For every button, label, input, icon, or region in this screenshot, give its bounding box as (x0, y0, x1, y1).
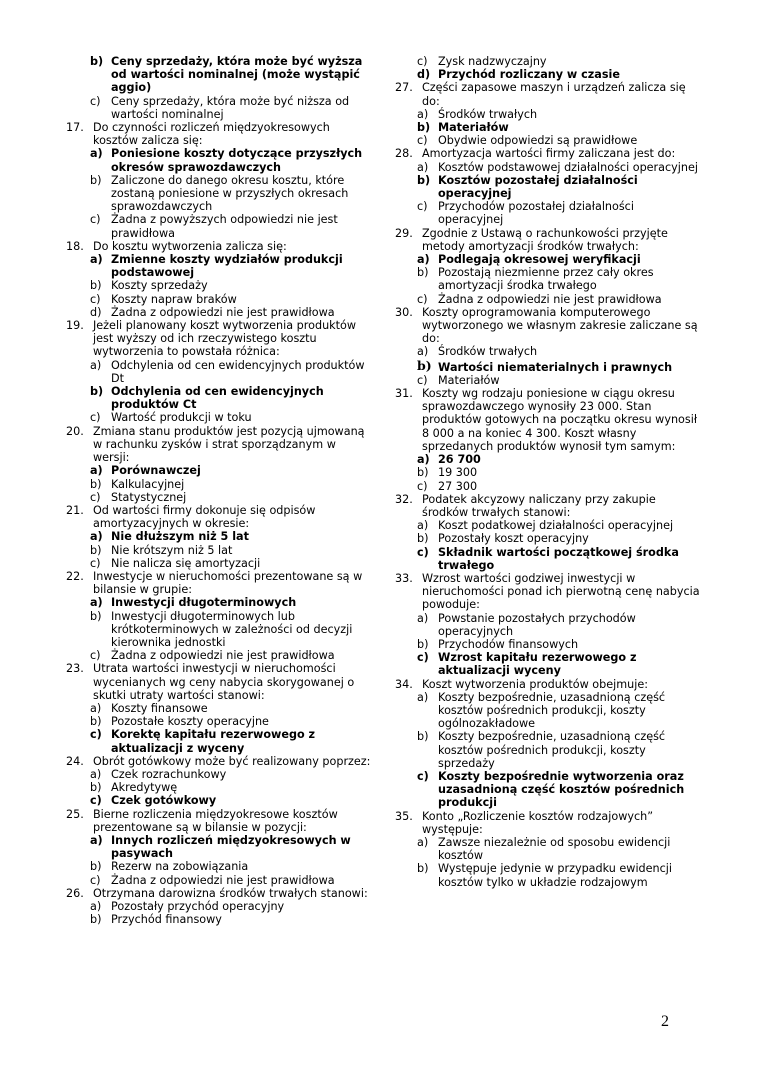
option-text: Odchylenia od cen ewidencyjnych produktów Ct (111, 385, 324, 412)
option-letter: b) (90, 715, 102, 729)
question-number: 25. (66, 807, 84, 821)
option (90, 213, 372, 239)
option-list (417, 612, 700, 678)
option-text: Ceny sprzedaży, która może być wyższa od wartości nominalnej (może wystąpić aggio) (111, 55, 363, 95)
question (66, 808, 372, 834)
option (90, 768, 372, 781)
option-correct (417, 546, 700, 572)
option-text: Nie nalicza się amortyzacji (111, 556, 261, 570)
option-letter: c) (90, 292, 101, 306)
option-text: Statystycznej (111, 490, 187, 504)
question-number: 17. (66, 121, 84, 135)
option-text: Porównawczej (111, 464, 201, 478)
question-number: 18. (66, 239, 84, 253)
option-text: Pozostały przychód operacyjny (111, 900, 285, 913)
option-list (417, 691, 700, 810)
option (417, 108, 700, 121)
question (395, 810, 700, 836)
question-number: 33. (395, 571, 413, 585)
option-letter: c) (90, 213, 101, 227)
option (417, 55, 700, 68)
question-text: Wzrost wartości godziwej inwestycji w nieruchomości ponad ich pierwotną cenę nabycia powoduje: (422, 571, 700, 612)
question-text: Do kosztu wytworzenia zalicza się: (93, 239, 287, 253)
option (417, 161, 700, 174)
option-letter: b) (417, 121, 431, 135)
option (417, 345, 700, 358)
option-letter: c) (417, 200, 428, 214)
option (90, 781, 372, 794)
option-list (90, 359, 372, 425)
question-list (66, 121, 372, 926)
continued-options (90, 55, 372, 121)
option (417, 612, 700, 638)
option-letter: b) (90, 781, 102, 795)
option-list (417, 253, 700, 306)
option-text: Czek rozrachunkowy (111, 767, 227, 781)
question (66, 121, 372, 147)
left-column (66, 55, 372, 926)
option-letter: b) (417, 532, 429, 546)
option-text: Żadna z odpowiedzi nie jest prawidłowa (111, 873, 335, 887)
option-letter: c) (90, 873, 101, 887)
question-text: Od wartości firmy dokonuje się odpisów amortyzacyjnych w okresie: (93, 503, 316, 531)
option-letter: a) (90, 767, 102, 781)
option-text: Kosztów pozostałej działalności operacyjnej (438, 173, 638, 201)
option-letter: c) (417, 479, 428, 493)
option-text: Koszty sprzedaży (111, 279, 208, 293)
question-text: Części zapasowe maszyn i urządzeń zalicza się do: (422, 81, 686, 108)
question (66, 662, 372, 702)
option-letter: c) (90, 649, 101, 663)
option-correct (417, 453, 700, 466)
question-number: 35. (395, 809, 413, 823)
question-number: 24. (66, 754, 84, 768)
option-text: Zysk nadzwyczajny (438, 55, 547, 68)
option (90, 95, 372, 121)
option-correct (90, 530, 372, 543)
question-number: 22. (66, 569, 84, 583)
option-text: Zawsze niezależnie od sposobu ewidencji kosztów (438, 835, 671, 863)
option-letter: a) (417, 453, 430, 467)
option-list (417, 836, 700, 889)
question-text: Koszt wytworzenia produktów obejmuje: (422, 677, 648, 691)
question (66, 570, 372, 596)
question (395, 678, 700, 691)
option-text: Poniesione koszty dotyczące przyszłych okresów sprawozdawczych (111, 147, 363, 174)
option-correct (417, 651, 700, 677)
question (395, 306, 700, 346)
option-text: Pozostają niezmienne przez cały okres amortyzacji środka trwałego (438, 266, 654, 293)
option-text: Nie dłuższym niż 5 lat (111, 530, 249, 544)
option (90, 900, 372, 913)
option-list (90, 464, 372, 504)
question-number: 29. (395, 226, 413, 240)
question (395, 387, 700, 453)
option-list (90, 253, 372, 319)
option-letter: b) (90, 609, 102, 623)
option-text: Akredytywę (111, 781, 178, 795)
option-letter: a) (417, 107, 429, 121)
option (417, 266, 700, 292)
option (90, 411, 372, 424)
option (417, 638, 700, 651)
option-text: Występuje jedynie w przypadku ewidencji kosztów tylko w układzie rodzajowym (438, 862, 672, 889)
option-letter: c) (417, 292, 428, 306)
option-text: Żadna z powyższych odpowiedzi nie jest prawidłowa (111, 213, 338, 240)
option-letter: c) (417, 769, 429, 783)
option-text: Koszty bezpośrednie wytworzenia oraz uzasadnioną część kosztów pośrednich produkcji (438, 769, 685, 810)
option-list (90, 530, 372, 570)
option-letter: c) (90, 728, 102, 742)
option-text: Korektę kapitału rezerwowego z aktualizacji z wyceny (111, 728, 316, 755)
option-text: Koszty finansowe (111, 701, 208, 715)
option-letter: a) (90, 596, 103, 610)
option-correct (417, 121, 700, 134)
question-number: 31. (395, 387, 413, 401)
option-letter: c) (90, 556, 101, 570)
option-text: Powstanie pozostałych przychodów operacyjnych (438, 611, 636, 638)
question (395, 572, 700, 612)
option-text: Koszty napraw braków (111, 292, 237, 306)
question-text: Koszty wg rodzaju poniesione w ciągu okresu sprawozdawczego wynosiły 23 000. Stan produktów gotowych na początku okresu wynosił 8 000 a na koniec 4 300. Koszt własny sprzedanych produktów wynosił tym samym: (422, 387, 698, 453)
page-number: 2 (661, 1013, 669, 1030)
option-text: Przychód finansowy (111, 913, 222, 927)
option (417, 480, 700, 493)
option-correct (90, 596, 372, 609)
option (417, 836, 700, 862)
option-text: Wartości niematerialnych i prawnych (438, 360, 673, 374)
question-number: 28. (395, 147, 413, 161)
question (395, 81, 700, 107)
option-correct (90, 834, 372, 860)
option-text: Inwestycji długoterminowych lub krótkoterminowych w zależności od decyzji kierownika jednostki (111, 609, 353, 649)
question-number: 30. (395, 305, 413, 319)
question (395, 147, 700, 160)
option-correct (90, 147, 372, 173)
option-text: Pozostały koszt operacyjny (438, 532, 589, 546)
option-correct (90, 464, 372, 477)
option-text: Innych rozliczeń międzyokresowych w pasywach (111, 833, 351, 861)
option-letter: b) (417, 357, 432, 373)
option-correct (90, 385, 372, 411)
option-letter: b) (417, 266, 429, 280)
option (90, 860, 372, 873)
option-text: Czek gotówkowy (111, 794, 217, 808)
question (66, 755, 372, 768)
option-letter: a) (417, 519, 429, 533)
option (90, 279, 372, 292)
option (417, 374, 700, 387)
option-letter: c) (90, 490, 101, 504)
option-letter: b) (90, 860, 102, 874)
option (90, 306, 372, 319)
question-text: Obrót gotówkowy może być realizowany poprzez: (93, 754, 371, 768)
question-text: Inwestycje w nieruchomości prezentowane są w bilansie w grupie: (93, 569, 363, 597)
option-list (417, 519, 700, 572)
option-letter: c) (417, 134, 428, 148)
option-list (417, 108, 700, 148)
question-text: Amortyzacja wartości firmy zaliczana jest do: (422, 147, 676, 161)
option-letter: d) (417, 68, 431, 82)
option-letter: a) (90, 701, 102, 715)
option (90, 478, 372, 491)
option-text: Żadna z odpowiedzi nie jest prawidłowa (111, 649, 335, 663)
option-text: Środków trwałych (438, 345, 538, 359)
option-text: Materiałów (438, 373, 500, 387)
question (66, 504, 372, 530)
question-text: Utrata wartości inwestycji w nieruchomości wycenianych wg ceny nabycia skorygowanej o skutki utraty wartości stanowi: (93, 662, 355, 702)
option-text: Ceny sprzedaży, która może być niższa od wartości nominalnej (111, 94, 350, 121)
option-text: Rezerw na zobowiązania (111, 860, 249, 874)
option-correct (417, 174, 700, 200)
question-number: 20. (66, 424, 84, 438)
option-letter: a) (90, 833, 103, 847)
option-letter: d) (90, 305, 102, 319)
option (417, 691, 700, 731)
option-letter: c) (90, 411, 101, 425)
option-letter: b) (417, 466, 429, 480)
option-letter: c) (417, 373, 428, 387)
option (90, 491, 372, 504)
option (417, 68, 700, 81)
question-number: 27. (395, 81, 413, 95)
question-list (395, 81, 700, 888)
option-text: Środków trwałych (438, 107, 538, 121)
option-letter: a) (90, 253, 103, 267)
right-column (395, 55, 700, 889)
option (90, 610, 372, 650)
option-list (417, 453, 700, 493)
option-letter: a) (90, 530, 103, 544)
question (66, 425, 372, 465)
option-list (90, 147, 372, 239)
question (395, 227, 700, 253)
question-text: Koszty oprogramowania komputerowego wytworzonego we własnym zakresie zaliczane są do: (422, 305, 698, 346)
option (90, 293, 372, 306)
option-correct (90, 253, 372, 279)
question-number: 32. (395, 492, 413, 506)
question-text: Zgodnie z Ustawą o rachunkowości przyjęte metody amortyzacji środków trwałych: (422, 226, 668, 253)
option (417, 293, 700, 306)
option-letter: c) (417, 545, 429, 559)
option-letter: b) (90, 385, 104, 399)
option-letter: c) (90, 94, 101, 108)
question-number: 21. (66, 503, 84, 517)
option-text: 19 300 (438, 466, 478, 480)
option-text: Nie krótszym niż 5 lat (111, 543, 233, 557)
option-letter: a) (417, 690, 429, 704)
option (417, 730, 700, 770)
option-letter: a) (90, 358, 102, 372)
option (417, 862, 700, 888)
question-text: Podatek akcyzowy naliczany przy zakupie środków trwałych stanowi: (422, 492, 656, 519)
option-text: Żadna z odpowiedzi nie jest prawidłowa (111, 305, 335, 319)
option (90, 649, 372, 662)
option (90, 359, 372, 385)
question-text: Zmiana stanu produktów jest pozycją ujmowaną w rachunku zysków i strat sporządzanym w wersji: (93, 424, 365, 465)
option-text: Przychodów finansowych (438, 637, 579, 651)
option-correct (90, 728, 372, 754)
question-text: Do czynności rozliczeń międzyokresowych kosztów zalicza się: (93, 121, 330, 148)
option (417, 519, 700, 532)
option (90, 874, 372, 887)
option-letter: b) (90, 477, 102, 491)
option-text: Pozostałe koszty operacyjne (111, 715, 269, 729)
option-list (90, 834, 372, 887)
option-text: 26 700 (438, 453, 481, 467)
option-letter: b) (417, 173, 431, 187)
question-number: 19. (66, 319, 84, 333)
option-text: Koszty bezpośrednie, uzasadnioną część kosztów pośrednich produkcji, koszty ogólnozakładowe (438, 690, 666, 731)
option (417, 466, 700, 479)
option-text: Zaliczone do danego okresu kosztu, które zostaną poniesione w przyszłych okresach sprawozdawczych (111, 173, 349, 214)
option-text: Żadna z odpowiedzi nie jest prawidłowa (438, 292, 662, 306)
option-text: Odchylenia od cen ewidencyjnych produktów Dt (111, 358, 365, 385)
option-letter: b) (90, 279, 102, 293)
option-text: Przychód rozliczany w czasie (438, 68, 620, 82)
option (90, 174, 372, 214)
option-text: Składnik wartości początkowej środka trwałego (438, 545, 679, 572)
option-letter: b) (90, 173, 102, 187)
question (395, 493, 700, 519)
option-letter: a) (90, 464, 103, 478)
option-letter: a) (417, 611, 429, 625)
option-letter: a) (417, 253, 430, 267)
option-correct (417, 253, 700, 266)
option-text: Przychodów pozostałej działalności operacyjnej (438, 200, 634, 227)
option-text: Inwestycji długoterminowych (111, 596, 297, 610)
option-text: Zmienne koszty wydziałów produkcji podstawowej (111, 253, 343, 280)
option-text: 27 300 (438, 479, 478, 493)
question-text: Bierne rozliczenia międzyokresowe kosztów prezentowane są w bilansie w pozycji: (93, 807, 338, 834)
option-letter: c) (417, 651, 429, 665)
option-list (90, 596, 372, 662)
option-list (417, 345, 700, 387)
option-letter: a) (417, 345, 429, 359)
option-text: Kosztów podstawowej działalności operacyjnej (438, 160, 698, 174)
question-number: 26. (66, 886, 84, 900)
option-letter: b) (417, 730, 429, 744)
option-text: Podlegają okresowej weryfikacji (438, 253, 641, 267)
option-list (417, 161, 700, 227)
option-letter: b) (417, 862, 429, 876)
option-letter: b) (90, 55, 104, 68)
option-text: Wzrost kapitału rezerwowego z aktualizacji wyceny (438, 651, 637, 678)
option-letter: b) (90, 913, 102, 927)
option-letter: b) (417, 637, 429, 651)
option-letter: b) (90, 543, 102, 557)
option-correct (90, 794, 372, 807)
option-letter: a) (90, 147, 103, 161)
option (90, 715, 372, 728)
option (90, 913, 372, 926)
option (417, 134, 700, 147)
option-letter: a) (417, 835, 429, 849)
question-text: Jeżeli planowany koszt wytworzenia produktów jest wyższy od ich rzeczywistego kosztu wytworzenia to powstała różnica: (93, 319, 357, 359)
question (66, 319, 372, 359)
option-list (90, 768, 372, 808)
option (90, 544, 372, 557)
option (90, 557, 372, 570)
question (66, 240, 372, 253)
option-correct (417, 770, 700, 810)
question-text: Konto „Rozliczenie kosztów rodzajowych” występuje: (422, 809, 653, 836)
option (417, 532, 700, 545)
option (90, 55, 372, 95)
option-text: Materiałów (438, 121, 509, 135)
option-letter: c) (90, 794, 102, 808)
option-letter: a) (90, 900, 102, 913)
question-number: 23. (66, 662, 84, 676)
option-list (90, 900, 372, 926)
option (90, 702, 372, 715)
question (66, 887, 372, 900)
option-list (90, 702, 372, 755)
option-text: Koszty bezpośrednie, uzasadnioną część kosztów pośrednich produkcji, koszty sprzedaży (438, 730, 666, 770)
option-text: Obydwie odpowiedzi są prawidłowe (438, 134, 638, 148)
option-text: Wartość produkcji w toku (111, 411, 252, 425)
option (417, 200, 700, 226)
option-letter: a) (417, 160, 429, 174)
option-correct (417, 359, 700, 374)
question-text: Otrzymana darowizna środków trwałych stanowi: (93, 886, 368, 900)
option-text: Kalkulacyjnej (111, 477, 185, 491)
question-number: 34. (395, 677, 413, 691)
continued-options (417, 55, 700, 81)
option-text: Koszt podatkowej działalności operacyjnej (438, 519, 674, 533)
option-letter: c) (417, 55, 428, 68)
